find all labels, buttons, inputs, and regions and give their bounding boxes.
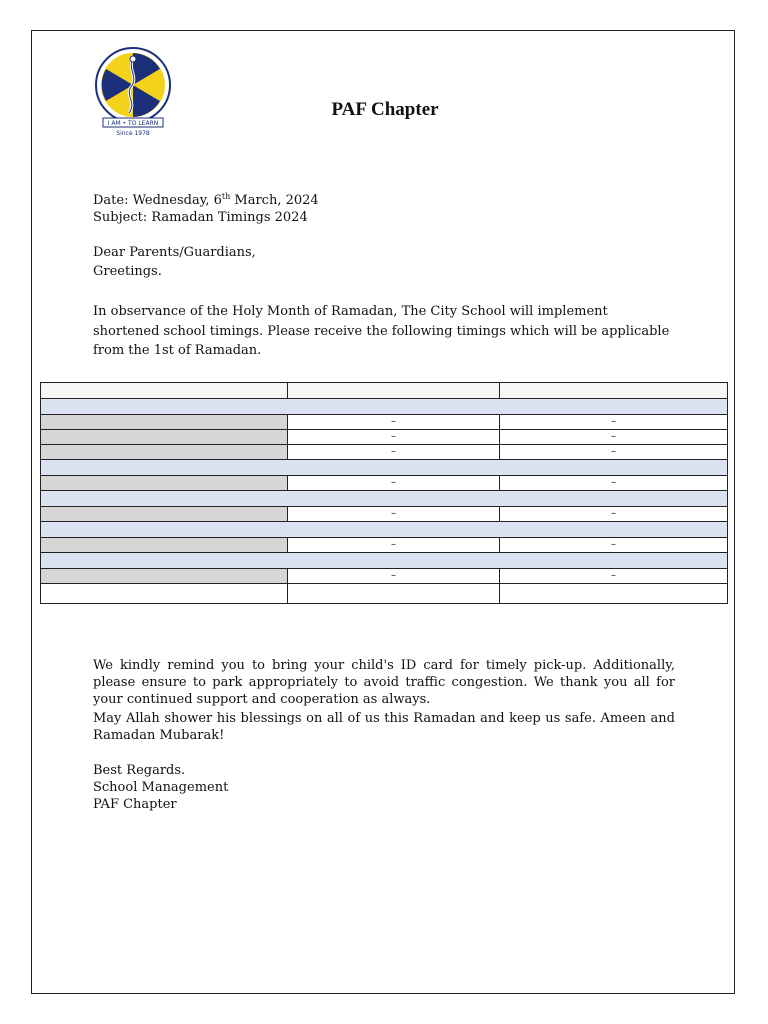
table-header-cell xyxy=(288,383,500,399)
blessing-paragraph: May Allah shower his blessings on all of us this Ramadan and keep us safe. Ameen and Ramadan Mubarak! xyxy=(93,711,675,743)
table-label-cell xyxy=(41,415,288,430)
table-cell: – xyxy=(500,415,728,430)
closing: Best Regards. xyxy=(93,763,186,778)
table-section-row xyxy=(41,460,728,476)
page-title: PAF Chapter xyxy=(331,99,439,120)
table-cell: – xyxy=(288,445,500,460)
table-section-row xyxy=(41,522,728,538)
table-label-cell xyxy=(41,445,288,460)
table-row xyxy=(41,476,728,491)
table-section-cell xyxy=(41,460,728,476)
intro-paragraph: In observance of the Holy Month of Ramadan, The City School will implement shortened school timings. Please receive the following timings which will be applicable from the 1st of Ramadan. xyxy=(93,304,670,358)
signature-line-2: PAF Chapter xyxy=(93,797,177,812)
logo-motto: I AM • TO LEARN xyxy=(107,120,159,127)
table-cell: – xyxy=(500,569,728,584)
table-section-row xyxy=(41,553,728,569)
reminder-paragraph: We kindly remind you to bring your child's ID card for timely pick-up. Additionally, please ensure to park appropriately to avoid traffic congestion. We thank you all for your continued support and cooperation as always. xyxy=(93,658,675,707)
table-section-cell xyxy=(41,553,728,569)
table-cell xyxy=(288,584,500,604)
date-label: Date: Wednesday, 6 xyxy=(93,193,222,208)
table-row xyxy=(41,445,728,460)
table-cell xyxy=(41,584,288,604)
table-section-cell xyxy=(41,522,728,538)
table-label-cell xyxy=(41,507,288,522)
table-section-row xyxy=(41,491,728,507)
salutation: Dear Parents/Guardians, xyxy=(93,245,256,260)
school-logo xyxy=(93,47,173,139)
table-cell: – xyxy=(288,415,500,430)
table-cell: – xyxy=(288,507,500,522)
date-sup: th xyxy=(221,192,231,201)
date-line xyxy=(93,192,319,209)
greeting: Greetings. xyxy=(93,264,162,279)
table-cell: – xyxy=(500,476,728,491)
table-row xyxy=(41,538,728,553)
table-cell: – xyxy=(500,445,728,460)
table-section-cell xyxy=(41,399,728,415)
table-row xyxy=(41,430,728,445)
table-cell: – xyxy=(288,430,500,445)
table-cell: – xyxy=(288,569,500,584)
logo-since: Since 1978 xyxy=(116,130,150,137)
table-cell: – xyxy=(288,476,500,491)
table-header-cell xyxy=(41,383,288,399)
table-section-row xyxy=(41,399,728,415)
timings-table xyxy=(40,382,728,604)
table-row xyxy=(41,569,728,584)
table-row xyxy=(41,584,728,604)
table-row xyxy=(41,415,728,430)
table-cell: – xyxy=(288,538,500,553)
table-label-cell xyxy=(41,538,288,553)
table-label-cell xyxy=(41,569,288,584)
table-section-cell xyxy=(41,491,728,507)
table-cell: – xyxy=(500,430,728,445)
table-cell: – xyxy=(500,538,728,553)
date-rest: March, 2024 xyxy=(230,193,319,208)
signature-line-1: School Management xyxy=(93,780,229,795)
table-header-row xyxy=(41,383,728,399)
table-header-cell xyxy=(500,383,728,399)
table-label-cell xyxy=(41,430,288,445)
table-row xyxy=(41,507,728,522)
subject-line: Subject: Ramadan Timings 2024 xyxy=(93,210,308,225)
table-cell: – xyxy=(500,507,728,522)
table-label-cell xyxy=(41,476,288,491)
table-cell xyxy=(500,584,728,604)
